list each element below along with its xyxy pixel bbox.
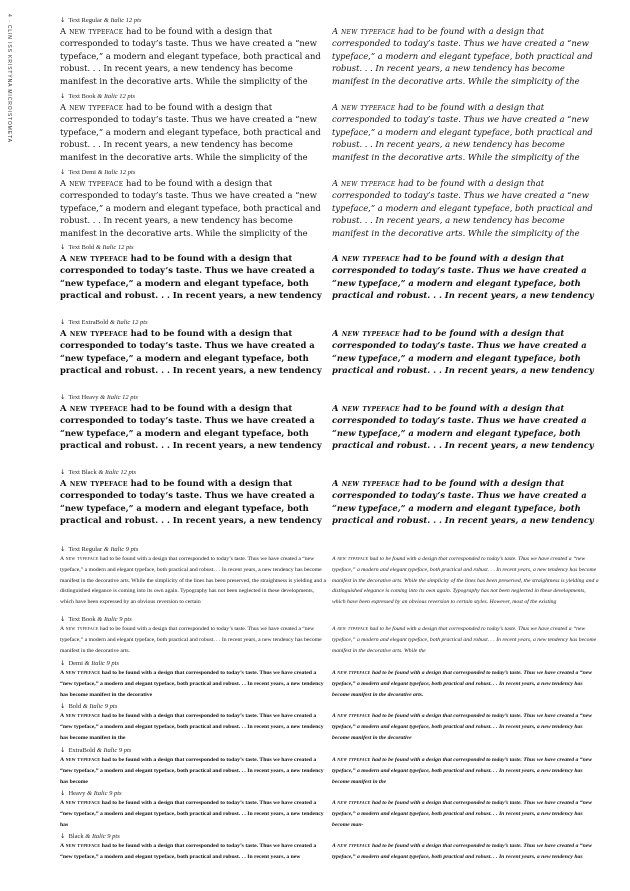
specimen-book-9 (60, 615, 600, 656)
italic-sample: A new typeface had to be found with a design that corresponded to today’s taste. Thus we have created a “new typeface,” a modern and elegant typeface, both practical and robust. . . In recent years, a new tendency has become manifest in the decorative arts. While the simplicity of the lines has been preserved, the straightness is yielding and a distinguished elegance is coming into its own again. Typography has not been neglected in these developments, which have been expressed by an obvious reversion to certain styles. However, most of the existing (332, 556, 599, 606)
specimen-extrabold-12 (60, 318, 600, 377)
italic-sample: A new typeface had to be found with a design that corresponded to today’s taste. Thus we have created a “new typeface,” a modern and elegant typeface, both practical and robust. . . In recent years, a new tendency (332, 253, 594, 301)
roman-sample: A new typeface had to be found with a design that corresponded to today’s taste. Thus we have created a “new typeface,” a modern and elegant typeface, both practical and robust. . . In recent years, a new tendency (60, 478, 322, 526)
arrow-down-icon: ↓ (60, 659, 66, 667)
specimen-label: ↓ Text Regular & Italic 12 pts (60, 16, 142, 24)
specimen-label: ↓ Demi & Italic 9 pts (60, 659, 120, 667)
specimen-regular-12 (60, 16, 600, 87)
italic-sample: A new typeface had to be found with a design that corresponded to today’s taste. Thus we have created a “new typeface,” a modern and elegant typeface, both practical and robust. . . In recent years, a new tendency has become manifest in the decorative (332, 713, 593, 741)
italic-sample: A new typeface had to be found with a design that corresponded to today’s taste. Thus we have created a “new typeface,” a modern and elegant typeface, both practical and robust. . . In recent years, a new tendency has become manifest in the decorative arts. While the simplicity of the (332, 26, 593, 86)
specimen-label: ↓ Black & Italic 9 pts (60, 832, 120, 840)
roman-sample: A new typeface had to be found with a design that corresponded to today’s taste. Thus we have created a “new typeface,” a modern and elegant typeface, both practical and robust. . . In recent years, a new tendency (60, 253, 322, 301)
roman-sample: A new typeface had to be found with a design that corresponded to today’s taste. Thus we have created a “new typeface,” a modern and elegant typeface, both practical and robust. . . In recent years, a new tendency has become manifest in the decorative arts. (60, 626, 322, 654)
specimen-heavy-9 (60, 789, 600, 830)
specimen-regular-9 (60, 545, 600, 608)
italic-sample: A new typeface had to be found with a design that corresponded to today’s taste. Thus we have created a “new typeface,” a modern and elegant typeface, both practical and robust. . . In recent years, a new tendency has become manifest in the decorative arts. While the simplicity of the (332, 178, 593, 238)
roman-sample: A new typeface had to be found with a design that corresponded to today’s taste. Thus we have created a “new typeface,” a modern and elegant typeface, both practical and robust. . . In recent years, a new tendency has become manifest in the decorative arts. While the simplicity of the lines has been preserved, the straightness is yielding and a distinguished elegance is coming into its own again. Typography has not been neglected in these developments, which have been expressed by an obvious reversion to certain (60, 556, 327, 606)
specimen-label: ↓ Text Book & Italic 9 pts (60, 615, 132, 623)
specimen-demi-9 (60, 659, 600, 700)
arrow-down-icon: ↓ (60, 318, 66, 326)
specimen-book-12 (60, 92, 600, 163)
specimen-label: ↓ Bold & Italic 9 pts (60, 702, 118, 710)
italic-sample: A new typeface had to be found with a design that corresponded to today’s taste. Thus we have created a “new typeface,” a modern and elegant typeface, both practical and robust. . . In recent years, a new tendency (332, 403, 594, 451)
specimen-label: ↓ Text Heavy & Italic 12 pts (60, 393, 138, 401)
specimen-label: ↓ Text Bold & Italic 12 pts (60, 243, 134, 251)
arrow-down-icon: ↓ (60, 789, 66, 797)
roman-sample: A new typeface had to be found with a design that corresponded to today’s taste. Thus we have created a “new typeface,” a modern and elegant typeface, both practical and robust. . . In recent years, a new tendency has become manifest in the (60, 713, 324, 741)
specimen-label: ↓ ExtraBold & Italic 9 pts (60, 746, 132, 754)
specimen-bold-12 (60, 243, 600, 302)
roman-sample: A new typeface had to be found with a design that corresponded to today’s taste. Thus we have created a “new typeface,” a modern and elegant typeface, both practical and robust. . . In recent years, a new tendency has (60, 800, 324, 828)
specimen-label: ↓ Heavy & Italic 9 pts (60, 789, 122, 797)
specimen-demi-12 (60, 168, 600, 239)
arrow-down-icon: ↓ (60, 168, 66, 176)
roman-sample: A new typeface had to be found with a design that corresponded to today’s taste. Thus we have created a “new typeface,” a modern and elegant typeface, both practical and robust. . . In recent years, a new tendency has become (60, 757, 324, 785)
page-running-head (3, 14, 13, 164)
roman-sample: A new typeface had to be found with a design that corresponded to today’s taste. Thus we have created a “new typeface,” a modern and elegant typeface, both practical and robust. . . In recent years, a new tendency (60, 328, 322, 376)
specimen-black-9 (60, 832, 600, 863)
arrow-down-icon: ↓ (60, 16, 66, 24)
roman-sample: A new typeface had to be found with a design that corresponded to today’s taste. Thus we have created a “new typeface,” a modern and elegant typeface, both practical and robust. . . In recent years, a new tendency has become manifest in the decorative arts. While the simplicity of the (60, 102, 321, 162)
arrow-down-icon: ↓ (60, 615, 66, 623)
roman-sample: A new typeface had to be found with a design that corresponded to today’s taste. Thus we have created a “new typeface,” a modern and elegant typeface, both practical and robust. . . In recent years, a new tendency has become manifest in the decorative arts. While the simplicity of the (60, 178, 321, 238)
italic-sample: A new typeface had to be found with a design that corresponded to today’s taste. Thus we have created a “new typeface,” a modern and elegant typeface, both practical and robust. . . In recent years, a new tendency (332, 328, 594, 376)
specimen-label: ↓ Text Demi & Italic 12 pts (60, 168, 136, 176)
italic-sample: A new typeface had to be found with a design that corresponded to today’s taste. Thus we have created a “new typeface,” a modern and elegant typeface, both practical and robust. . . In recent years, a new tendency (332, 478, 594, 526)
italic-sample: A new typeface had to be found with a design that corresponded to today’s taste. Thus we have created a “new typeface,” a modern and elegant typeface, both practical and robust. . . In recent years, a new tendency has become man- (332, 800, 593, 828)
arrow-down-icon: ↓ (60, 92, 66, 100)
roman-sample: A new typeface had to be found with a design that corresponded to today’s taste. Thus we have created a “new typeface,” a modern and elegant typeface, both practical and robust. . . In recent years, a new tendency has become manifest in the decorative (60, 670, 324, 698)
specimen-black-12 (60, 468, 600, 527)
roman-sample: A new typeface had to be found with a design that corresponded to today’s taste. Thus we have created a “new typeface,” a modern and elegant typeface, both practical and robust. . . In recent years, a new tendency has become manifest in the decorative arts. While the simplicity of the (60, 26, 321, 86)
roman-sample: A new typeface had to be found with a design that corresponded to today’s taste. Thus we have created a “new typeface,” a modern and elegant typeface, both practical and robust. . . In recent years, a new tendency (60, 403, 322, 451)
running-head-text: 4 · CLIN ISS KRISTÝNA MICROISTOMETA (6, 14, 12, 143)
specimen-extrabold-9 (60, 746, 600, 787)
italic-sample: A new typeface had to be found with a design that corresponded to today’s taste. Thus we have created a “new typeface,” a modern and elegant typeface, both practical and robust. . . In recent years, a new tendency has become manifest in the decorative arts. While the (332, 626, 597, 654)
arrow-down-icon: ↓ (60, 746, 66, 754)
italic-sample: A new typeface had to be found with a design that corresponded to today’s taste. Thus we have created a “new typeface,” a modern and elegant typeface, both practical and robust. . . In recent years, a new tendency has (332, 843, 593, 860)
arrow-down-icon: ↓ (60, 393, 66, 401)
arrow-down-icon: ↓ (60, 832, 66, 840)
specimen-heavy-12 (60, 393, 600, 452)
specimen-label: ↓ Text Book & Italic 12 pts (60, 92, 135, 100)
specimen-bold-9 (60, 702, 600, 743)
specimen-label: ↓ Text Black & Italic 12 pts (60, 468, 137, 476)
arrow-down-icon: ↓ (60, 468, 66, 476)
specimen-label: ↓ Text ExtraBold & Italic 12 pts (60, 318, 148, 326)
italic-sample: A new typeface had to be found with a design that corresponded to today’s taste. Thus we have created a “new typeface,” a modern and elegant typeface, both practical and robust. . . In recent years, a new tendency has become manifest in the decorative arts. (332, 670, 593, 698)
arrow-down-icon: ↓ (60, 702, 66, 710)
roman-sample: A new typeface had to be found with a design that corresponded to today’s taste. Thus we have created a “new typeface,” a modern and elegant typeface, both practical and robust. . . In recent years, a new (60, 843, 317, 860)
italic-sample: A new typeface had to be found with a design that corresponded to today’s taste. Thus we have created a “new typeface,” a modern and elegant typeface, both practical and robust. . . In recent years, a new tendency has become manifest in the decorative arts. While the simplicity of the (332, 102, 593, 162)
arrow-down-icon: ↓ (60, 545, 66, 553)
arrow-down-icon: ↓ (60, 243, 66, 251)
italic-sample: A new typeface had to be found with a design that corresponded to today’s taste. Thus we have created a “new typeface,” a modern and elegant typeface, both practical and robust. . . In recent years, a new tendency has become manifest in the (332, 757, 593, 785)
specimen-label: ↓ Text Regular & Italic 9 pts (60, 545, 139, 553)
